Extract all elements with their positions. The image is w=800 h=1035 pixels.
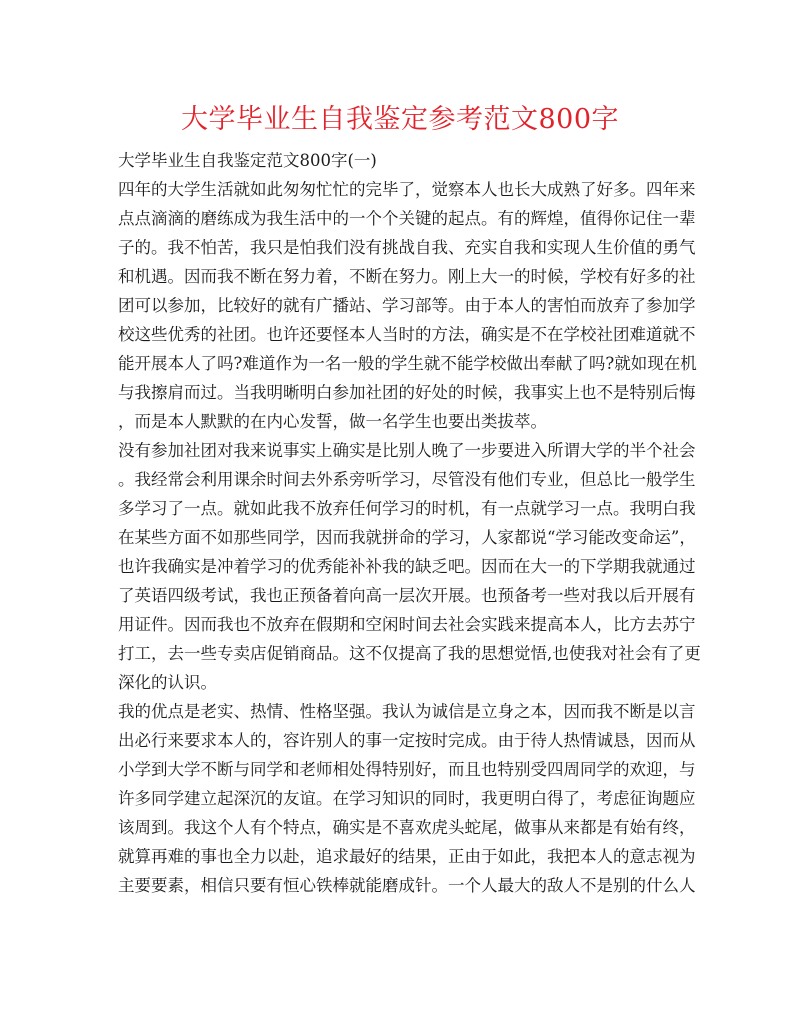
paragraph — [118, 175, 697, 436]
paragraph-line: 多学习了一点。就如此我不放弃任何学习的时机，有一点就学习一点。我明白我 — [118, 499, 696, 518]
paragraph-line: 也许我确实是冲着学习的优秀能补补我的缺乏吧。因而在大一的下学期我就通过 — [118, 557, 696, 576]
paragraph-line: 子的。我不怕苦，我只是怕我们没有挑战自我、充实自我和实现人生价值的勇气 — [118, 238, 696, 257]
paragraph-line: 许多同学建立起深沉的友谊。在学习知识的同时，我更明白得了，考虑征询题应 — [118, 789, 696, 808]
paragraph-line: 深化的认识。 — [118, 673, 217, 692]
paragraph-line: 出必行来要求本人的，容许别人的事一定按时完成。由于待人热情诚恳，因而从 — [118, 731, 696, 750]
paragraph-line: 校这些优秀的社团。也许还要怪本人当时的方法，确实是不在学校社团难道就不 — [118, 325, 696, 344]
section-heading-text: 大学毕业生自我鉴定范文800字(一) — [118, 151, 377, 170]
paragraph-line: 和机遇。因而我不断在努力着，不断在努力。刚上大一的时候，学校有好多的社 — [118, 267, 696, 286]
paragraph-line: 团可以参加，比较好的就有广播站、学习部等。由于本人的害怕而放弃了参加学 — [118, 296, 696, 315]
paragraph-line: 能开展本人了吗?难道作为一名一般的学生就不能学校做出奉献了吗?就如现在机 — [118, 354, 697, 373]
paragraph-line: 了英语四级考试，我也正预备着向高一层次开展。也预备考一些对我以后开展有 — [118, 586, 696, 605]
paragraph-line: 与我擦肩而过。当我明晰明白参加社团的好处的时候，我事实上也不是特别后悔 — [118, 383, 696, 402]
paragraph-line: 点点滴滴的磨练成为我生活中的一个个关键的起点。有的辉煌，值得你记住一辈 — [118, 209, 696, 228]
paragraph-line: 该周到。我这个人有个特点，确实是不喜欢虎头蛇尾，做事从来都是有始有终， — [118, 818, 696, 837]
paragraph-line: 主要要素，相信只要有恒心铁棒就能磨成针。一个人最大的敌人不是别的什么人 — [118, 876, 696, 895]
paragraph — [118, 436, 701, 697]
paragraph-line: 没有参加社团对我来说事实上确实是比别人晚了一步要进入所谓大学的半个社会 — [118, 441, 696, 460]
paragraph — [118, 697, 696, 900]
paragraph-line: 在某些方面不如那些同学，因而我就拼命的学习，人家都说“学习能改变命运”， — [118, 528, 696, 547]
paragraph-line: 四年的大学生活就如此匆匆忙忙的完毕了，觉察本人也长大成熟了好多。四年来 — [118, 180, 696, 199]
paragraph-line: 用证件。因而我也不放弃在假期和空闲时间去社会实践来提高本人，比方去苏宁 — [118, 615, 696, 634]
paragraph-line: 。我经常会利用课余时间去外系旁听学习，尽管没有他们专业，但总比一般学生 — [118, 470, 696, 489]
section-heading — [118, 146, 688, 175]
paragraph-line: 就算再难的事也全力以赴，追求最好的结果，正由于如此，我把本人的意志视为 — [118, 847, 696, 866]
paragraph-line: 我的优点是老实、热情、性格坚强。我认为诚信是立身之本，因而我不断是以言 — [118, 702, 696, 721]
paragraph-line: 打工，去一些专卖店促销商品。这不仅提高了我的思想觉悟,也使我对社会有了更 — [118, 644, 701, 663]
document-body — [118, 146, 701, 900]
paragraph-line: ，而是本人默默的在内心发誓，做一名学生也要出类拔萃。 — [118, 412, 547, 431]
paragraph-line: 小学到大学不断与同学和老师相处得特别好，而且也特别受四周同学的欢迎，与 — [118, 760, 696, 779]
document-title: 大学毕业生自我鉴定参考范文800字 — [180, 104, 620, 135]
